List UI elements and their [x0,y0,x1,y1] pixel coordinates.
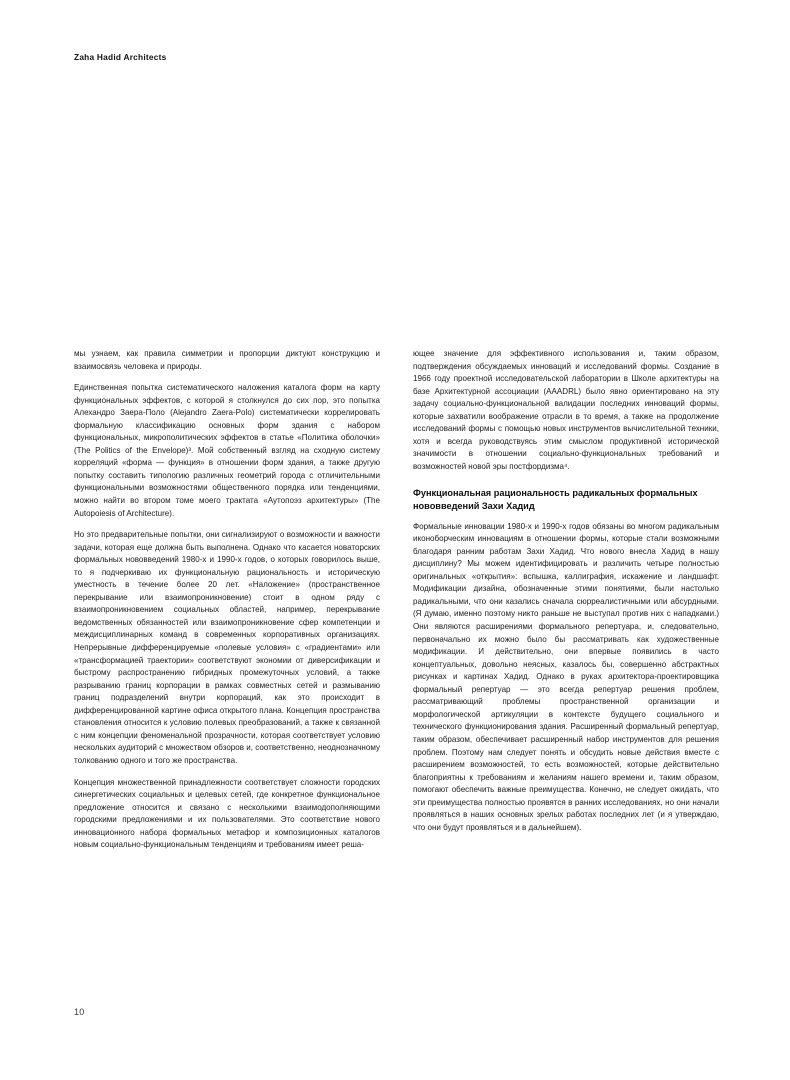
paragraph: мы узнаем, как правила симметрии и пропорции диктуют конструкцию и взаимосвязь человека и природы. [74,349,380,371]
paragraph: Формальные инновации 1980-х и 1990-х годов обязаны во многом радикальным иконоборческим инновациям в отношении формы, которые стали возможными благодаря ранним работам Захи Хадид. Что нового внесла Хадид в нашу дисциплину? Мы можем идентифицировать и различить четыре полностью оригинальных «открытия»: вспышка, каллиграфия, искажение и ландшафт. Модификации дизайна, обозначенные этими понятиями, были настолько радикальными, что они казались сначала сюрреалистичными или абсурдными. (Я думаю, именно поэтому никто раньше не выступал против них с нападками.) Они являются расширениями формального репертуара, и, следовательно, первоначально их можно было бы рассматривать как художественные модификации. И действительно, они впервые появились в часто концептуальных, довольно неясных, казалось бы, совершенно абстрактных рисунках и картинах Хадид. Однако в руках архитектора-проектировщика формальный репертуар — это всегда репертуар решения проблем, рассматривающий проблемы пространственной организации и морфологической артикуляции в контексте будущего социального и технического функционирования здания. Расширенный формальный репертуар, таким образом, обеспечивает расширенный набор инструментов для решения проблем. Поэтому нам следует понять и обсудить новые действия вместе с расширением возможностей, то есть возможностей, которые действительно благоприятны к требованиям и желаниям нашего времени и, таким образом, помогают обеспечить важные преимущества. Конечно, не следует ожидать, что эти преимущества полностью проявятся в ранних исследованиях, но они начали проявляться в наших основных зрелых работах последних лет (и я утверждаю, что они будут проявляться и в дальнейшем). [413,521,719,832]
text-columns [74,348,719,852]
running-head: Zaha Hadid Architects [74,52,167,62]
paragraph: Концепция множественной принадлежности соответствует сложности городских синергетических социальных и целевых сетей, где конкретное функциональное предложение относится и связано с несколькими взаимодополняющими городскими предложениями и их пользователями. Это соответствие нового инновационного набора формальных метафор и композиционных каталогов новым социально-функциональным тенденциям и требованиям имеет реша- [74,777,380,850]
paragraph: Единственная попытка систематического наложения каталога форм на карту функциональных эффектов, с которой я столкнулся до сих пор, это попытка Алехандро Заера-Поло (Alejandro Zaera-Polo) систематически коррелировать формальную классификацию основных форм здания с набором функциональных, микрополитических эффектов в статье «Политика оболочки» (The Politics of the Envelope)³. Мой собственный взгляд на сходную систему корреляций «форма — функция» в отношении форм здания, а также другую попытку составить типологию различных геометрий города с отличительными функциональными возможностями общественного порядка или тенденциями, можно найти во втором томе моего трактата «Аутопоэз архитектуры» (The Autopoiesis of Architecture). [74,383,380,518]
section-subhead: Функциональная рациональность радикальных формальных нововведений Захи Хадид [413,488,698,512]
right-column [413,348,719,852]
paragraph: Но это предварительные попытки, они сигнализируют о возможности и важности задачи, которая еще должна быть выполнена. Однако что касается новаторских формальных нововведений 1980-х и 1990-х годов, о которых говорилось выше, то я подчеркиваю их функциональную рациональность и историческую уместность в течение более 20 лет. «Наложение» (пространственное перекрывание или взаимопроникновение) стоит в одном ряду с взаимопроникновением социальных областей, например, перекрывание ведомственных обязанностей или взаимопроникновение сфер компетенции и междисциплинарных команд в современных корпоративных организациях. Непрерывные дифференцируемые «полевые условия» с «градиентами» или «трансформацией траектории» соответствуют экономии от диверсификации и быстрому распространению гибридных промежуточных условий, а также разрыванию границ корпорации в рамках совместных сетей и размыванию границ подразделений внутри корпораций, как это происходит в дифференцированной картине офиса открытого плана. Концепция пространства становления относится к условию полевых преобразований, а также к связанной с ним концепции феноменальной прозрачности, которая соответствует условию нескольких аудиторий с множеством обзоров и, соответственно, неоднозначному толкованию одного и того же пространства. [74,530,380,765]
paragraph: ющее значение для эффективного использования и, таким образом, подтверждения обсуждаемых инноваций и исследований формы. Создание в 1966 году проектной исследовательской лаборатории в Школе архитектуры на базе Архитектурной ассоциации (AAADRL) было явно ориентировано на эту задачу социально-функциональной валидации последних инноваций формы, которые захватили воображение отрасли в то время, а также на продолжение исследований формы с помощью новых инструментов вычислительной техники, хотя и всегда руководствуясь этим смыслом продуктивной исторической значимости в отношении социально-функциональных требований и возможностей новой эры постфордизма⁴. [413,349,719,471]
left-column [74,348,380,852]
page-number: 10 [74,1007,85,1017]
